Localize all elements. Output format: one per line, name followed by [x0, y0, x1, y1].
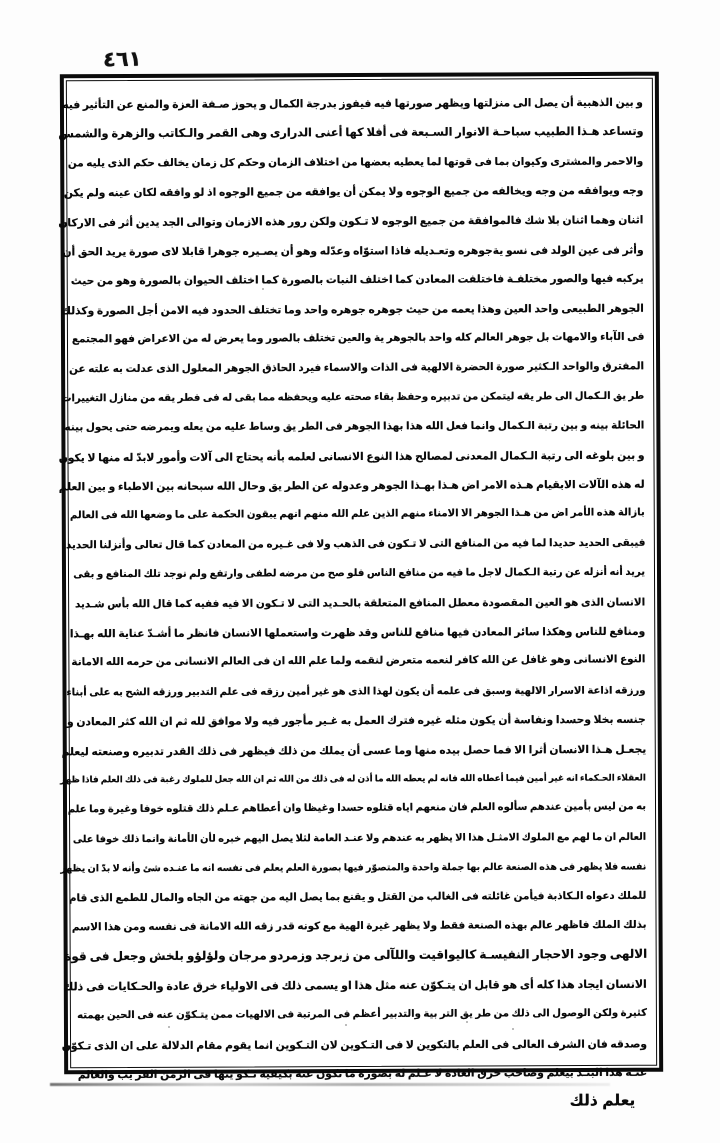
text-line: العالم ان ما لهم مع الملوك الامثـل هذا الا يظهر به عندهم ولا عنـد العامة لثلا يصل اليهم خبره لأن الأمانة وانما ذلك خوفا على — [72, 831, 647, 846]
text-line: اثنان وهما اثنان بلا شك فالموافقة من جميع الوجوه لا تـكون ولكن رور هذه الازمان وتوالى الجد يدين أثر فى الاركان — [58, 212, 644, 229]
text-frame-outer-rule — [58, 72, 663, 1110]
text-frame-inner-rule — [58, 78, 657, 1110]
scan-smudge-artifact — [50, 1083, 610, 1086]
text-line: ومنافع للناس وهكذا سائر المعادن فيها منافع للناس وقد ظهرت واستعملها الانسان فانظر ما أشـدّ عناية الله بهـذا — [69, 624, 646, 641]
text-line: وصدقه فان الشرف العالى فى العلم بالتكوين لا فى التـكوين لان التـكوين انما يقوم مقام الدلالة على ان الذى تـكوّن — [61, 1036, 648, 1052]
page-number: ٤٦١ — [102, 46, 142, 72]
text-line: وجه ويوافقه من وجه ويخالفه من جميع الوجوه ولا يمكن أن يوافقه من جميع الوجوه اذ لو وافقه لكان عينه ولم يكن — [63, 183, 644, 200]
text-line: العقلاء الحـكماء انه غير أمين فيما أعطاه الله فانه لم يعطه الله ما أذن له فى ذلك من الله ثم ان الله جعل للملوك رغبة فى ذلك العلم فاذا ظهر — [60, 773, 646, 786]
text-line: جنسه بخلا وحسدا ونفاسة أن يكون مثله غيره فترك العمل به غـير مأجور فيه ولا موافق لله ثم ان الله كثر المعادن و — [66, 712, 646, 729]
text-line: وتساعد هـذا الطبيب سباحـة الانوار السـبعة فى أفلا كها أعنى الدرارى وهى القمر والـكاتب والزهرة والشمس — [58, 125, 644, 141]
text-line: الجوهر الطبيعى واحد العين وهذا يعمه من حيث جوهره جوهره واحد وما تختلف الحدود فيه الامن أجل الصورة وكذلك — [61, 301, 644, 318]
text-line: كثيرة ولكن الوصول الى ذلك من طر يق التر بية والتدبير أعظم فى المرتبة فى الالهيات ممن يتـكوّن عنه فى الحين بهمته — [77, 1007, 647, 1022]
text-line: الالهى وجود الاحجار النفيسـة كاليواقيت واللآلى من زبرجد وزمردو مرجان ولؤلؤو بلخش وجعل فى قوة — [64, 947, 648, 964]
text-line: يجعـل هـذا الانسان أثرا الا فما حصل بيده منها وما عسى أن يملك من ذلك فيظهر فى ذلك القدر تدبيره وصنعته ليعلم — [61, 742, 647, 758]
text-line: وأثر فى عين الولد فى نسو يةجوهره وتعـديله فاذا استوّاه وعدّله وهو أن يصـيره جوهرا قابلا لاى صورة يريد الحق أن — [62, 243, 644, 259]
text-line: والاحمر والمشترى وكيوان بما فى قوتها لما يعطيه بعضها من اختلاف الزمان وحكم كل زمان يخالف حكم الذى يليه من — [67, 155, 644, 170]
text-line: عنـه هذا البنـد بيعلم وصاحب خرق العادة لا عـلم له بصورة ما تكوّن عنه بكيفية تـكو ينها فى الزمن القر يب والعالم — [77, 1065, 648, 1082]
text-line: و بين الذهبية أن يصل الى منزلتها ويظهر صورتها فيه فيفوز بدرجة الكمال و يحوز صـفة العزة والمنع عن التأثير فيه — [62, 95, 643, 112]
text-line: بذلك الملك فاظهر عالم بهذه الصنعة فقط ولا يظهر غيرة الهية مع كونه قدر زقه الله الامانة فى نفسه ومن هذا الاسم — [71, 918, 647, 934]
text-line: به من ليس بأمين عندهم سألوه العلم فان منعهم اياه قتلوه حسدا وغيظا وان أعطاهم عـلم ذلك قتلوه خوفا وغيرة وما علم — [67, 801, 647, 816]
text-line: يركبه فيها والصور مختلفـة فاختلفت المعادن كما اختلف النبات بالصورة كما اختلف الحيوان بالصورة وهو من حيث — [70, 272, 644, 288]
text-line: و بين بلوغه الى رتبة الـكمال المعدنى لمصالح هذا النوع الانسانى لعلمه بأنه يحتاج الى آلات وأمور لابدّ له منها لا يكون — [58, 448, 645, 465]
text-line: يعلم ذلك — [569, 1091, 636, 1110]
text-line: ورزقه اذاعة الاسرار الالهية وسبق فى علمه أن يكون لهذا الذى هو غير أمين رزقه فى علم التدبير ورزقه الشح به على أبناء — [66, 685, 646, 699]
text-line: المفترق والواحد الـكثير صورة الحضرة الالهية فى الذات والاسماء فيرد الحاذق الجوهر المعلول الذى عدلت به علته عن — [69, 359, 645, 375]
text-line: للملك دعواه الـكاذبة فيأمن غائلته فى الغالب من القتل و يقنع بما يصل اليه من جهته من الجاه والمال للطمع الذى قام — [68, 889, 647, 904]
text-line: فيبقى الحديد حديدا لما فيه من المنافع التى لا تـكون فى الذهب ولا فى غـيره من المعادن كما قال تعالى وأنزلنا الحديد — [65, 536, 646, 552]
text-line: النوع الانسانى وهو غافل عن الله كافر لنعمه متعرض لنقمه ولما علم الله ان فى العالم الانسانى من حرمه الله الامانة — [71, 653, 646, 669]
text-line: فى الآباء والامهات بل جوهر العالم كله واحد بالجوهر ية والعين تختلف بالصور وما يعرض له من الاعراض فهو المجتمع — [71, 330, 645, 346]
text-line: يريد أنه أنزله عن رتبة الـكمال لاجل ما فيه من منافع الناس فلو صح من مرضه لطفى وارتفع ولم نوجد تلك المنافع و بقى — [73, 567, 646, 581]
text-line: الانسان ايجاد هذا كله أى هو قابل ان يتـكوّن عنه مثل هذا او يسمى ذلك فى الاولياء خرق عادة والحـكايات فى ذلك — [63, 977, 647, 994]
text-line: نفسه فلا يظهر فى هذه الصنعة عالم بها جملة واحدة والمتصوّر فيها بصورة العلم يعلم فى نفسه انه ما عنـده شئ وأنه لا بدّ ان يظهر — [60, 861, 647, 875]
body-text-column — [58, 79, 656, 1110]
text-line: الحائلة بينه و بين رتبة الـكمال وانما فعل الله هذا بهذا الجوهر فى الطر يق وساط عليه من يعله ويمرضه حتى يحول بينه — [64, 419, 645, 434]
text-line: طر يق الـكمال الى طر يقه ليتمكن من تدبيره وحفظ بقاء صحته عليه ويحفظه مما بقى له فى فطر يقه من منازل التغييرات — [61, 390, 645, 405]
text-line: بازالة هذه الأمر اض من هـذا الجوهر الا الامناء منهم الذين علم الله منهم انهم يبقون الحكمة على ما وضعها الله فى العالم — [69, 507, 645, 522]
text-line: له هذه الآلات الابقيام هـذه الامر اض هـذا بهـذا الجوهر وعدوله عن الطر يق وحال الله سبحانه بين الاطباء و بين العلم — [58, 477, 645, 494]
text-line: الانسان الذى هو العين المقصودة معطل المنافع المتعلقة بالحـديد التى لا تـكون الا فيه ففيه كما قال الله بأس شـديد — [74, 596, 646, 610]
